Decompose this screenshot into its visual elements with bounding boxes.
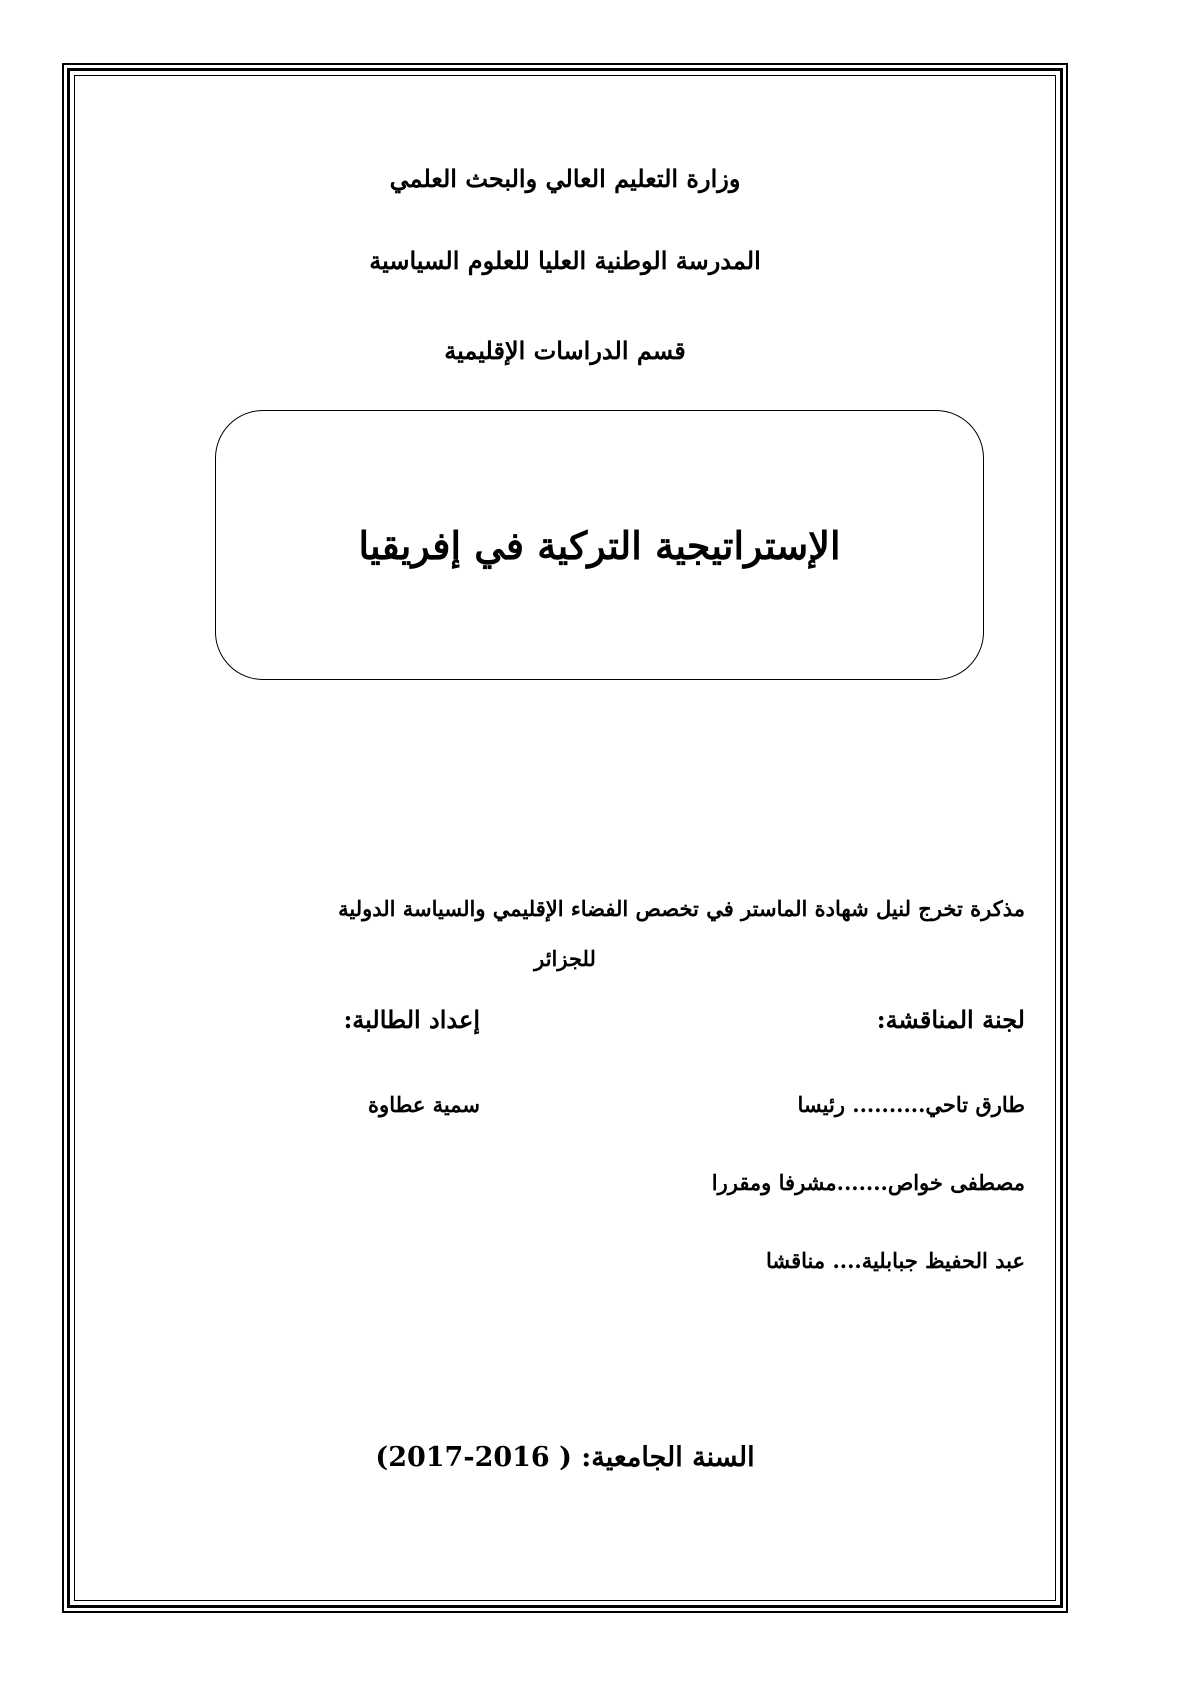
title-box [215, 410, 984, 680]
committee-member-president: طارق تاحي.......... رئيسا [797, 1092, 1025, 1117]
academic-year: السنة الجامعية: ( 2016-2017) [375, 1442, 755, 1473]
ministry-name: وزارة التعليم العالي والبحث العلمي [389, 164, 741, 193]
committee-member-supervisor: مصطفى خواص.......مشرفا ومقررا [711, 1170, 1025, 1195]
school-name: المدرسة الوطنية العليا للعلوم السياسية [369, 246, 761, 275]
committee-member-examiner: عبد الحفيظ جبابلية.... مناقشا [765, 1248, 1025, 1273]
thesis-title: الإستراتيجية التركية في إفريقيا [358, 522, 841, 568]
thesis-description-line-1: مذكرة تخرج لنيل شهادة الماستر في تخصص الفضاء الإقليمي والسياسة الدولية [338, 896, 1025, 921]
committee-label: لجنة المناقشة: [876, 1005, 1025, 1034]
department-name: قسم الدراسات الإقليمية [444, 336, 686, 365]
page-border-inner [74, 75, 1056, 1601]
student-name: سمية عطاوة [368, 1092, 480, 1117]
student-label: إعداد الطالبة: [343, 1005, 480, 1034]
thesis-description-line-2: للجزائر [534, 946, 596, 971]
